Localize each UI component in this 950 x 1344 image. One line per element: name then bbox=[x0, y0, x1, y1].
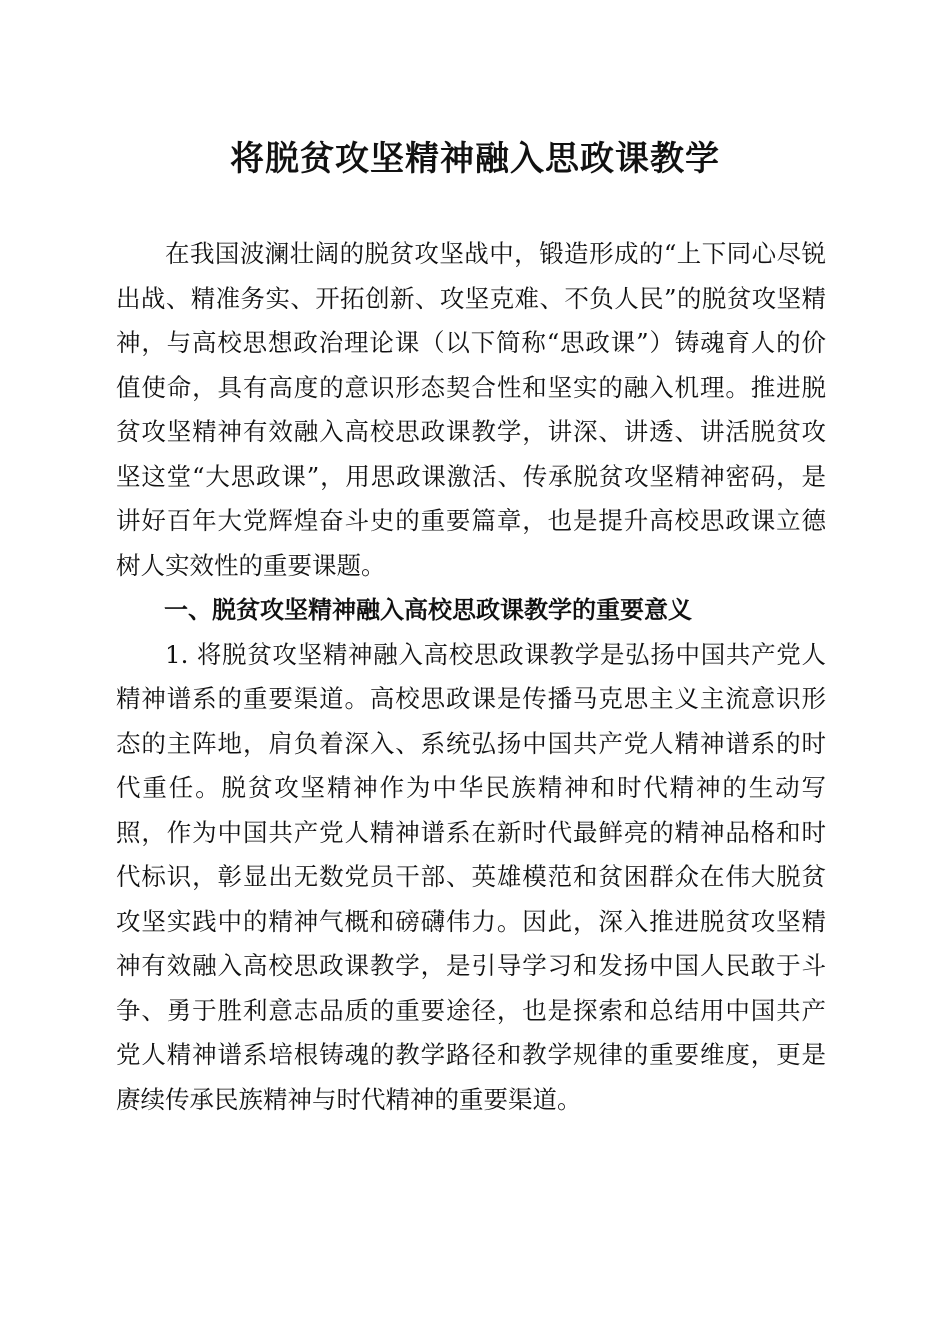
section-heading: 一、脱贫攻坚精神融入高校思政课教学的重要意义 bbox=[164, 596, 692, 624]
document-title: 将脱贫攻坚精神融入思政课教学 bbox=[230, 139, 720, 179]
document-body bbox=[116, 232, 826, 1122]
section-paragraph: 1. 将脱贫攻坚精神融入高校思政课教学是弘扬中国共产党人精神谱系的重要渠道。高校思政课是传播马克思主义主流意识形态的主阵地，肩负着深入、系统弘扬中国共产党人精神谱系的时代重任。脱贫攻坚精神作为中华民族精神和时代精神的生动写照，作为中国共产党人精神谱系在新时代最鲜亮的精神品格和时代标识，彰显出无数党员干部、英雄模范和贫困群众在伟大脱贫攻坚实践中的精神气概和磅礴伟力。因此，深入推进脱贫攻坚精神有效融入高校思政课教学，是引导学习和发扬中国人民敢于斗争、勇于胜利意志品质的重要途径，也是探索和总结用中国共产党人精神谱系培根铸魂的教学路径和教学规律的重要维度，更是赓续传承民族精神与时代精神的重要渠道。 bbox=[116, 639, 826, 1114]
intro-paragraph: 在我国波澜壮阔的脱贫攻坚战中，锻造形成的“上下同心尽锐出战、精准务实、开拓创新、攻坚克难、不负人民”的脱贫攻坚精神，与高校思想政治理论课（以下简称“思政课”）铸魂育人的价值使命，具有高度的意识形态契合性和坚实的融入机理。推进脱贫攻坚精神有效融入高校思政课教学，讲深、讲透、讲活脱贫攻坚这堂“大思政课”，用思政课激活、传承脱贫攻坚精神密码，是讲好百年大党辉煌奋斗史的重要篇章，也是提升高校思政课立德树人实效性的重要课题。 bbox=[116, 239, 826, 580]
